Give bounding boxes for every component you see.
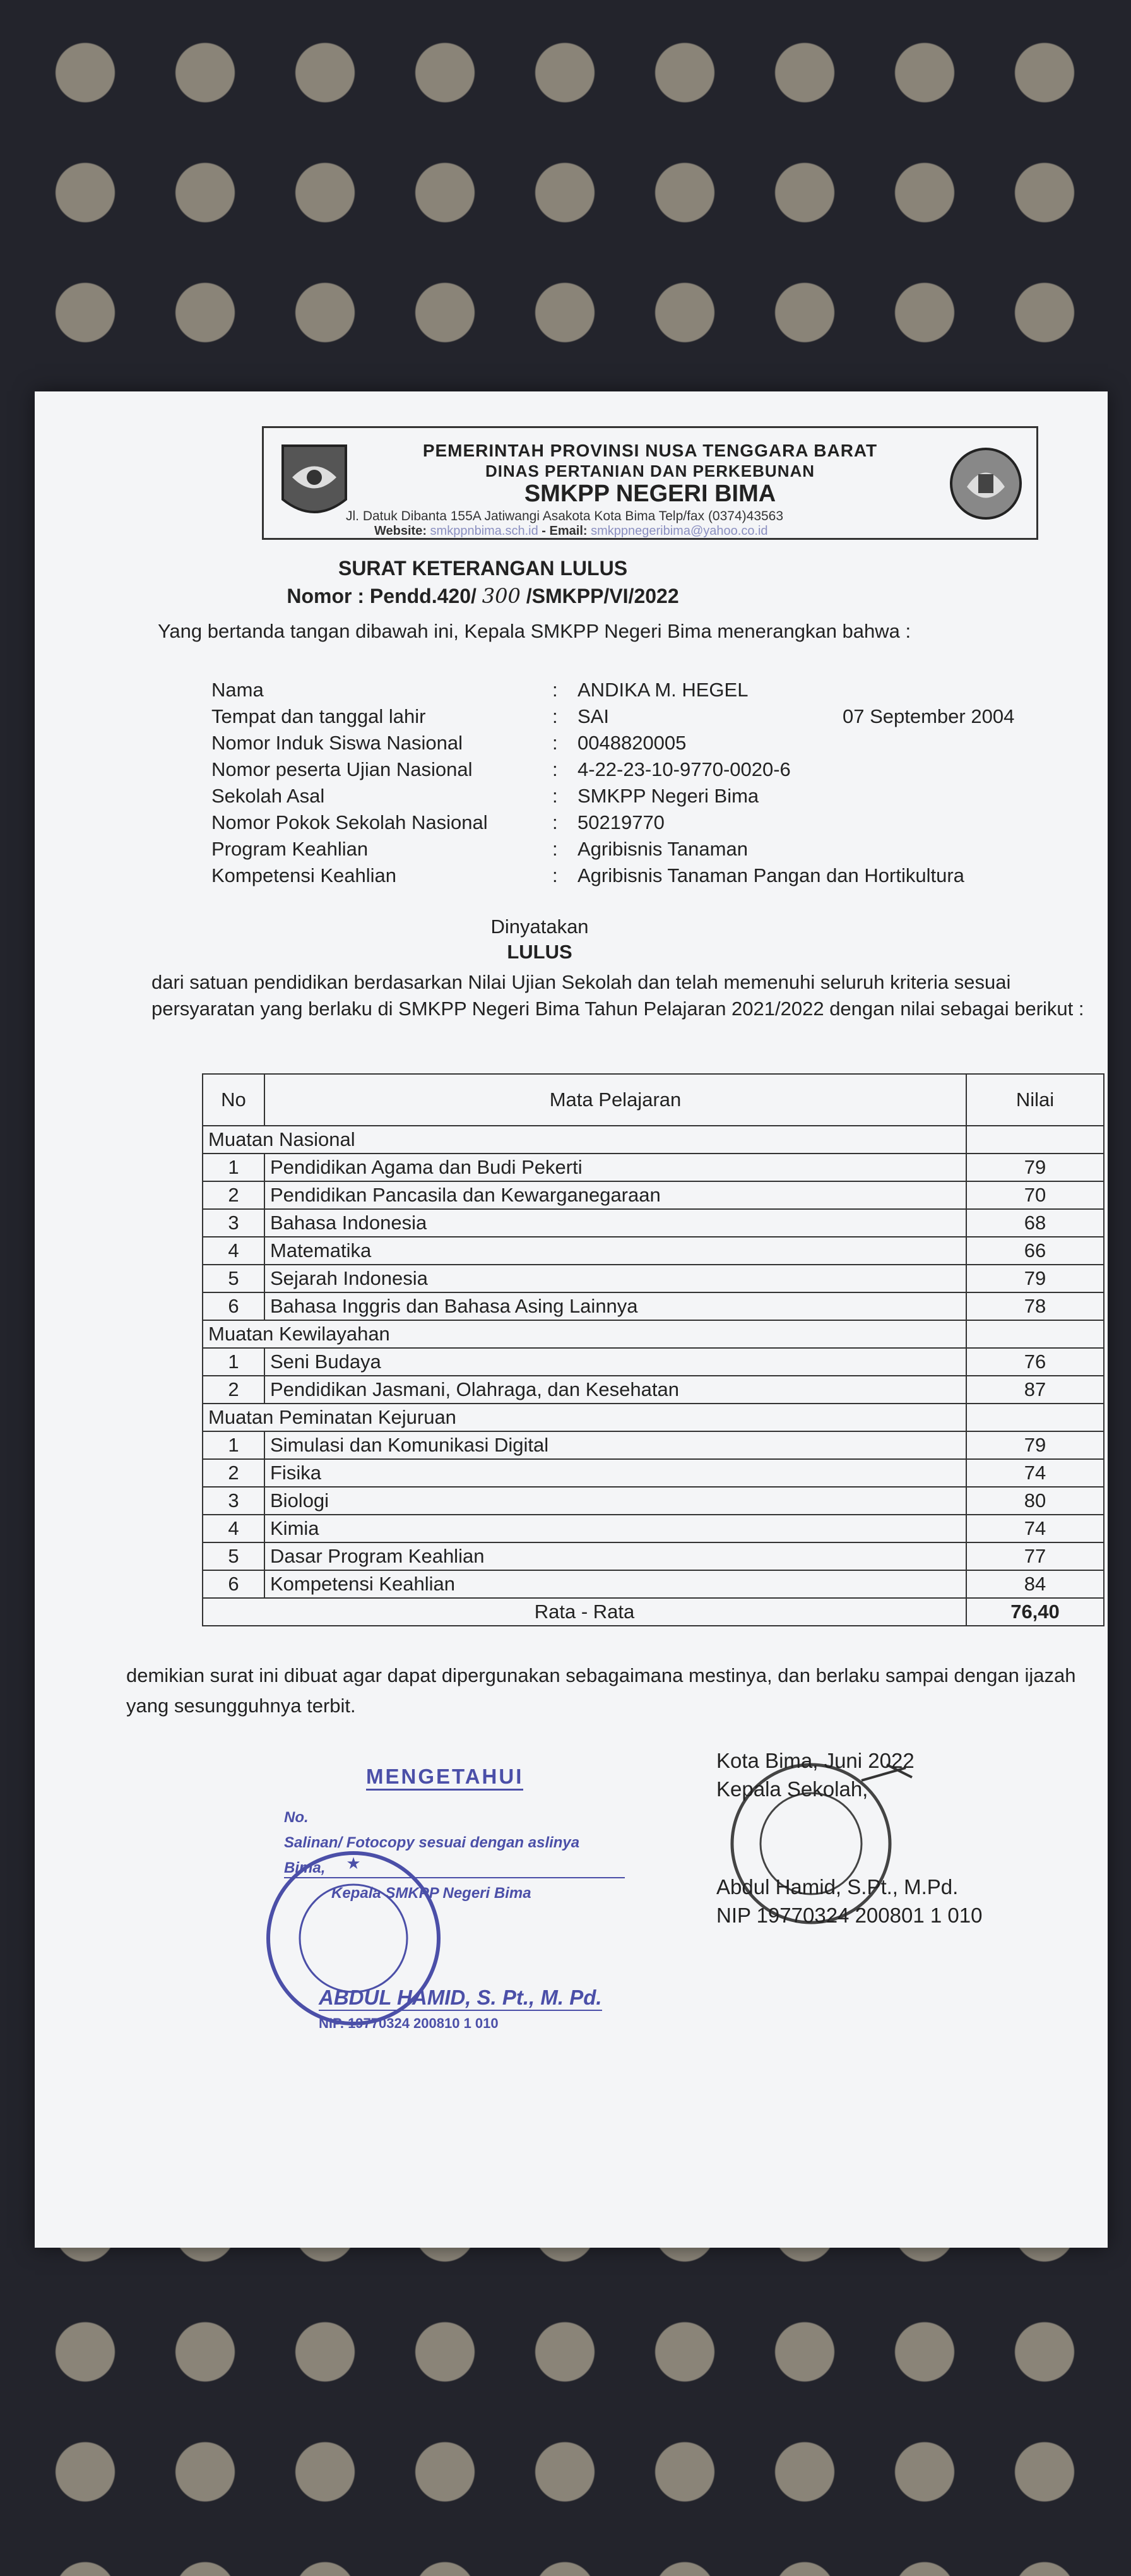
signature-role: Kepala Sekolah, [716,1777,868,1801]
detail-colon: : [552,732,558,754]
row-grade: 77 [966,1542,1104,1570]
row-grade: 79 [966,1265,1104,1292]
province-logo [276,439,352,528]
detail-value: 4-22-23-10-9770-0020-6 [577,758,791,780]
row-grade: 78 [966,1292,1104,1320]
table-row [203,1570,1104,1598]
table-row [203,1515,1104,1542]
letterhead-contacts [374,524,768,539]
row-no: 3 [203,1487,264,1515]
table-row [203,1209,1104,1237]
grades-table [202,1073,1104,1626]
legalization-city: Bima, [284,1859,625,1878]
number-prefix: Nomor : Pendd.420/ [287,585,477,607]
group-row [203,1126,1104,1154]
table-row [203,1265,1104,1292]
legalization-heading: MENGETAHUI [366,1765,523,1791]
detail-label: Tempat dan tanggal lahir [211,705,426,727]
row-no: 2 [203,1459,264,1487]
row-subject: Seni Budaya [264,1348,966,1376]
letterhead-school-name: SMKPP NEGERI BIMA [524,480,776,507]
row-grade: 66 [966,1237,1104,1265]
document-title: SURAT KETERANGAN LULUS [338,557,628,580]
legalization-no: No. [284,1809,309,1826]
group-name: Muatan Nasional [203,1126,966,1154]
detail-label: Nomor Pokok Sekolah Nasional [211,811,488,833]
row-subject: Sejarah Indonesia [264,1265,966,1292]
letterhead-line-2: DINAS PERTANIAN DAN PERKEBUNAN [485,462,815,480]
signature-nip: NIP 19770324 200801 1 010 [716,1904,983,1927]
detail-value: Agribisnis Tanaman [577,838,748,860]
document-number [35,584,931,608]
legalization-name: ABDUL HAMID, S. Pt., M. Pd. [319,1986,602,2011]
row-no: 5 [203,1265,264,1292]
row-no: 2 [203,1181,264,1209]
detail-value: 0048820005 [577,732,687,754]
detail-value: 50219770 [577,811,665,833]
row-subject: Fisika [264,1459,966,1487]
detail-label: Kompetensi Keahlian [211,864,396,886]
website-link[interactable]: smkppnbima.sch.id [430,524,538,538]
row-grade: 74 [966,1515,1104,1542]
criteria-paragraph: dari satuan pendidikan berdasarkan Nilai Ujian Sekolah dan telah memenuhi seluruh kriteria sesuai persyaratan yang berlaku di SMKPP Negeri Bima Tahun Pelajaran 2021/2022 dengan nilai sebagai berikut : [151,971,1084,1020]
grade-cell-empty [966,1320,1104,1348]
detail-colon: : [552,785,558,807]
row-no: 1 [203,1154,264,1181]
row-no: 1 [203,1431,264,1459]
table-row [203,1542,1104,1570]
table-row [203,1237,1104,1265]
detail-label: Nomor peserta Ujian Nasional [211,758,473,780]
row-grade: 79 [966,1154,1104,1181]
legalization-copy-note: Salinan/ Fotocopy sesuai dengan aslinya [284,1834,580,1851]
row-no: 2 [203,1376,264,1404]
row-no: 6 [203,1570,264,1598]
row-subject: Dasar Program Keahlian [264,1542,966,1570]
row-grade: 74 [966,1459,1104,1487]
average-value: 76,40 [966,1598,1104,1626]
row-subject: Kompetensi Keahlian [264,1570,966,1598]
row-grade: 68 [966,1209,1104,1237]
row-subject: Pendidikan Jasmani, Olahraga, dan Kesehatan [264,1376,966,1404]
table-row [203,1487,1104,1515]
row-subject: Matematika [264,1237,966,1265]
signature-place-date: Kota Bima, Juni 2022 [716,1749,915,1772]
certificate-paper [35,391,1108,2248]
birth-date: 07 September 2004 [843,705,1015,727]
table-row [203,1459,1104,1487]
grade-cell-empty [966,1126,1104,1154]
row-subject: Pendidikan Agama dan Budi Pekerti [264,1154,966,1181]
legalization-nip: NIP. 19770324 200810 1 010 [319,2015,499,2031]
row-subject: Pendidikan Pancasila dan Kewarganegaraan [264,1181,966,1209]
row-grade: 79 [966,1431,1104,1459]
letterhead-address: Jl. Datuk Dibanta 155A Jatiwangi Asakota Kota Bima Telp/fax (0374)43563 [346,509,784,523]
svg-text:★: ★ [346,1854,361,1873]
detail-label: Sekolah Asal [211,785,325,807]
row-subject: Bahasa Inggris dan Bahasa Asing Lainnya [264,1292,966,1320]
school-logo [948,439,1024,528]
row-grade: 80 [966,1487,1104,1515]
detail-label: Nama [211,679,264,701]
letterhead-line-1: PEMERINTAH PROVINSI NUSA TENGGARA BARAT [422,441,878,460]
intro-text: Yang bertanda tangan dibawah ini, Kepala SMKPP Negeri Bima menerangkan bahwa : [158,620,911,642]
group-row [203,1320,1104,1348]
detail-colon: : [552,705,558,727]
table-row [203,1376,1104,1404]
detail-value: Agribisnis Tanaman Pangan dan Hortikultura [577,864,964,886]
passed-status: LULUS [507,941,572,963]
letterhead [262,426,1038,540]
detail-colon: : [552,838,558,860]
detail-colon: : [552,811,558,833]
email-link[interactable]: smkppnegeribima@yahoo.co.id [591,524,768,538]
row-no: 6 [203,1292,264,1320]
table-row [203,1431,1104,1459]
row-no: 3 [203,1209,264,1237]
table-header-row [203,1074,1104,1126]
row-grade: 70 [966,1181,1104,1209]
detail-colon: : [552,864,558,886]
row-subject: Kimia [264,1515,966,1542]
table-row [203,1181,1104,1209]
group-name: Muatan Peminatan Kejuruan [203,1404,966,1431]
header-subject: Mata Pelajaran [264,1074,966,1126]
average-label: Rata - Rata [203,1598,966,1626]
declared-label: Dinyatakan [490,915,589,938]
row-grade: 76 [966,1348,1104,1376]
detail-label: Program Keahlian [211,838,369,860]
row-grade: 87 [966,1376,1104,1404]
row-no: 5 [203,1542,264,1570]
average-row [203,1598,1104,1626]
header-grade: Nilai [966,1074,1104,1126]
row-subject: Biologi [264,1487,966,1515]
row-no: 1 [203,1348,264,1376]
closing-statement: demikian surat ini dibuat agar dapat dipergunakan sebagaimana mestinya, dan berlaku sampai dengan ijazah yang sesungguhnya terbit. [126,1664,1076,1717]
detail-label: Nomor Induk Siswa Nasional [211,732,463,754]
row-grade: 84 [966,1570,1104,1598]
detail-colon: : [552,758,558,780]
detail-colon: : [552,679,558,701]
table-row [203,1154,1104,1181]
header-no: No [203,1074,264,1126]
group-row [203,1404,1104,1431]
row-no: 4 [203,1237,264,1265]
row-subject: Simulasi dan Komunikasi Digital [264,1431,966,1459]
email-label: - Email: [542,524,588,538]
grade-cell-empty [966,1404,1104,1431]
number-handwritten: 300 [482,584,521,608]
legalization-role: Kepala SMKPP Negeri Bima [331,1885,531,1902]
website-label: Website: [374,524,427,538]
table-row [203,1348,1104,1376]
row-subject: Bahasa Indonesia [264,1209,966,1237]
number-suffix: /SMKPP/VI/2022 [526,585,679,607]
signature-name: Abdul Hamid, S.Pt., M.Pd. [716,1875,959,1899]
table-row [203,1292,1104,1320]
detail-value: SMKPP Negeri Bima [577,785,759,807]
row-no: 4 [203,1515,264,1542]
group-name: Muatan Kewilayahan [203,1320,966,1348]
detail-value: SAI [577,705,609,727]
detail-value: ANDIKA M. HEGEL [577,679,749,701]
